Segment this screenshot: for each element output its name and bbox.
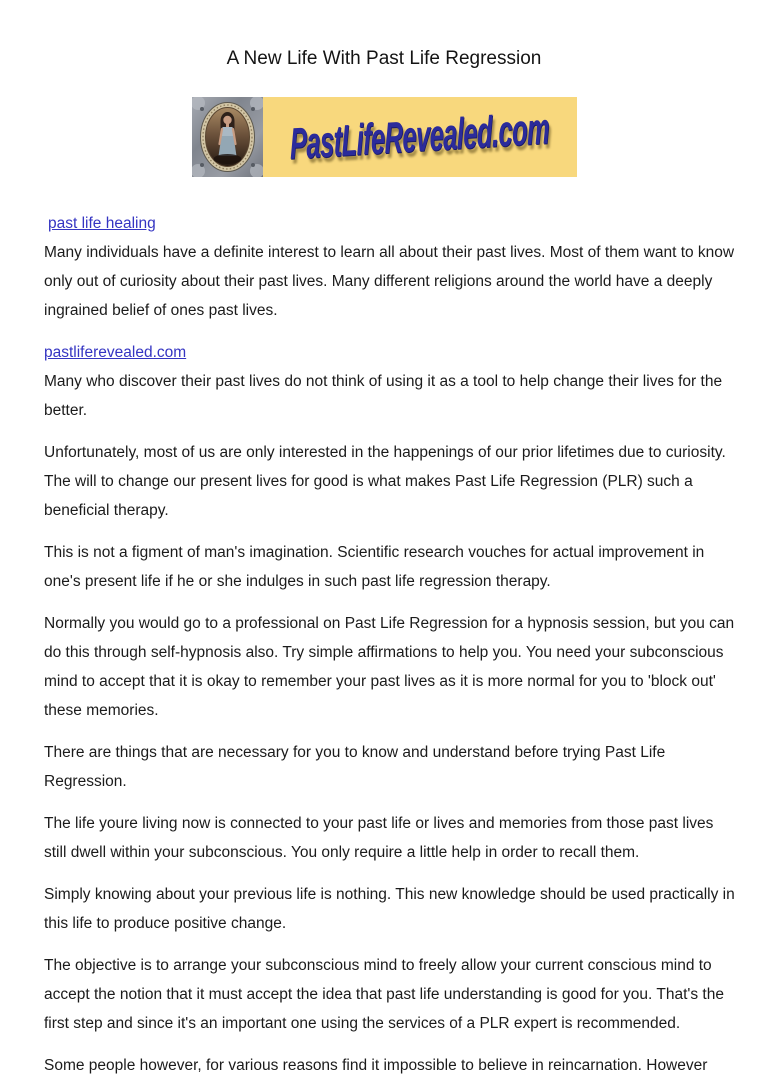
paragraph: Many who discover their past lives do not think of using it as a tool to help change their lives for the better. bbox=[44, 373, 723, 419]
paragraph: There are things that are necessary for you to know and understand before trying Past Life Regression. bbox=[44, 744, 666, 790]
pastliferevealed-link[interactable]: pastliferevealed.com bbox=[44, 344, 187, 361]
site-logo-text: PastLifeRevealed.com bbox=[289, 104, 550, 169]
article-body bbox=[44, 209, 736, 1080]
past-life-healing-link[interactable]: past life healing bbox=[48, 215, 156, 232]
paragraph: Unfortunately, most of us are only interested in the happenings of our prior lifetimes due to curiosity. The will to change our present lives for good is what makes Past Life Regression (PLR) such a beneficial therapy. bbox=[44, 444, 726, 519]
paragraph: Normally you would go to a professional on Past Life Regression for a hypnosis session, but you can do this through self-hypnosis also. Try simple affirmations to help you. You need your subconscious mind to accept that it is okay to remember your past lives as it is more normal for you to 'block out' these memories. bbox=[44, 615, 735, 719]
link-line bbox=[44, 209, 736, 238]
paragraph: Many individuals have a definite interest to learn all about their past lives. Most of them want to know only out of curiosity about their past lives. Many different religions around the world have a deeply ingrained belief of ones past lives. bbox=[44, 244, 735, 319]
paragraph: Some people however, for various reasons find it impossible to believe in reincarnation. However bbox=[44, 1057, 708, 1074]
page-title: A New Life With Past Life Regression bbox=[226, 48, 542, 69]
link-line bbox=[44, 338, 736, 367]
paragraph: The life youre living now is connected to your past life or lives and memories from those past lives still dwell within your subconscious. You only require a little help in order to recall them. bbox=[44, 815, 714, 861]
site-banner bbox=[192, 97, 577, 177]
paragraph: This is not a figment of man's imagination. Scientific research vouches for actual improvement in one's present life if he or she indulges in such past life regression therapy. bbox=[44, 544, 705, 590]
paragraph: The objective is to arrange your subconscious mind to freely allow your current conscious mind to accept the notion that it must accept the idea that past life understanding is good for you. That's the first step and since it's an important one using the services of a PLR expert is recommended. bbox=[44, 957, 724, 1032]
portrait-image bbox=[192, 97, 263, 177]
banner-background bbox=[263, 97, 577, 177]
paragraph: Simply knowing about your previous life is nothing. This new knowledge should be used practically in this life to produce positive change. bbox=[44, 886, 735, 932]
